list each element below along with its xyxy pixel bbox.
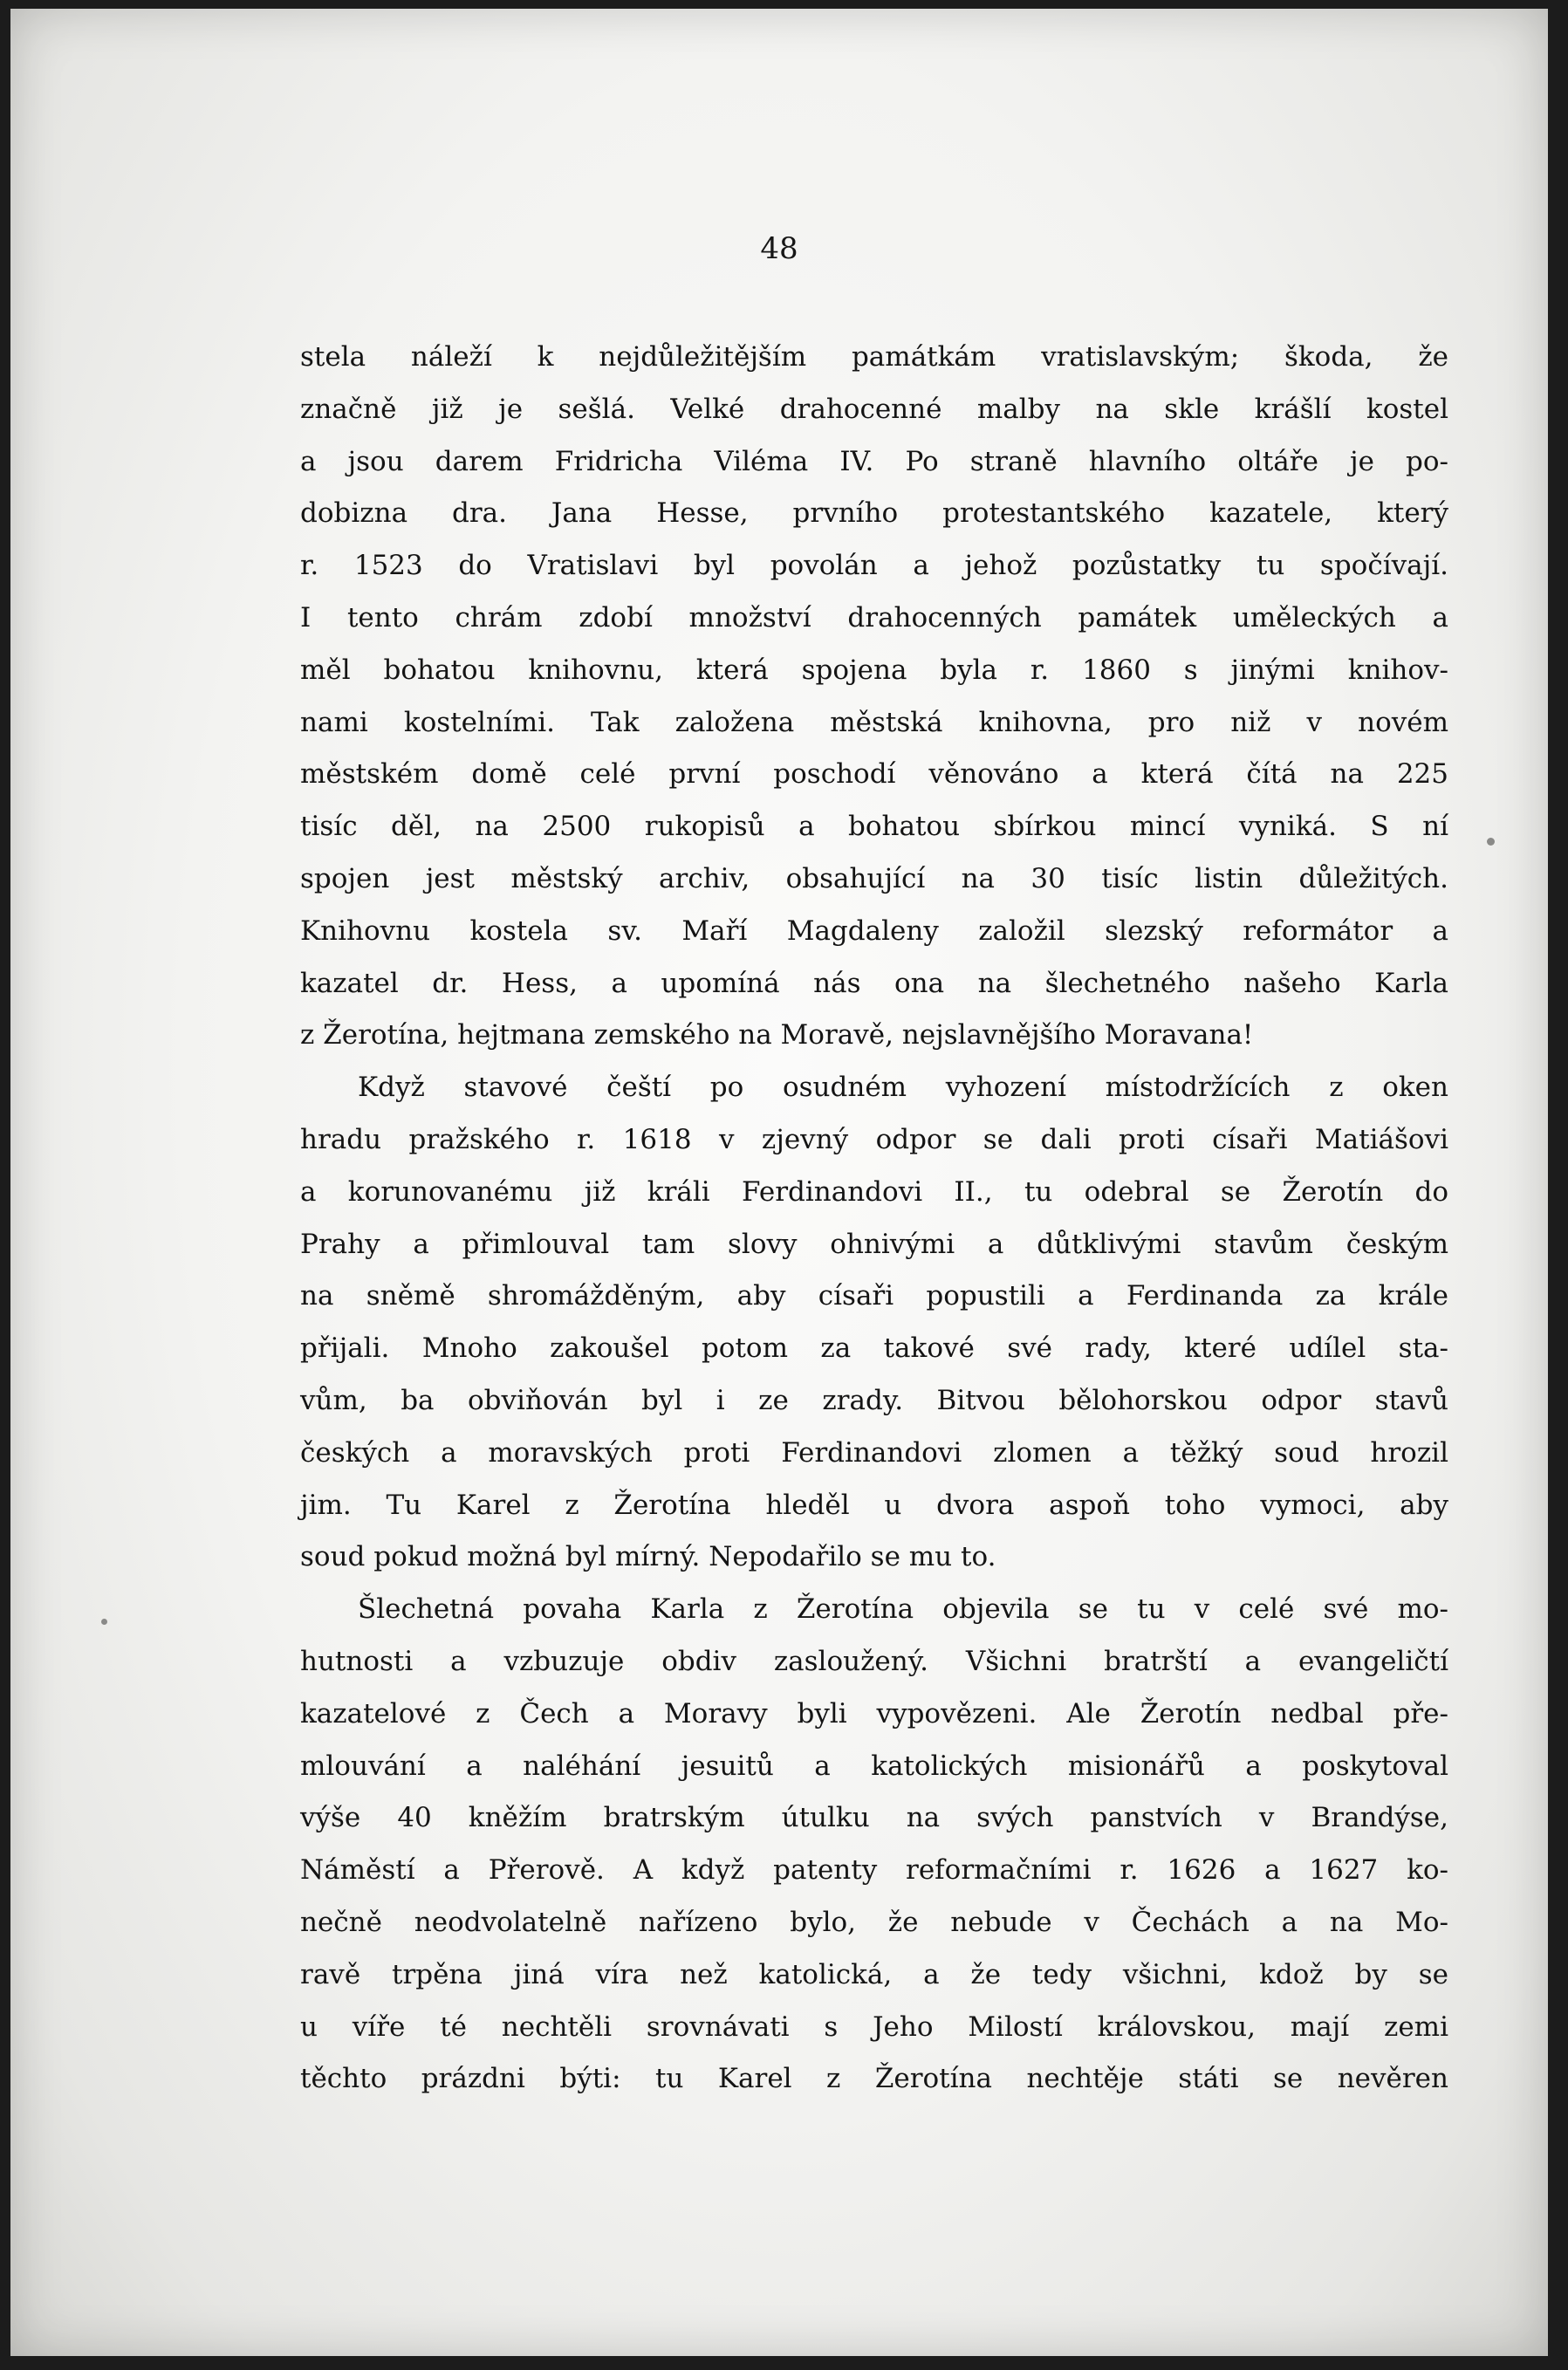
text-line: značně již je sešlá. Velké drahocenné malby na skle krášlí kostel [300,393,1448,425]
text-line: a korunovanému již králi Ferdinandovi II., tu odebral se Žerotín do [300,1175,1448,1208]
text-line: městském domě celé první poschodí věnováno a která čítá na 225 [300,758,1448,791]
text-line: dobizna dra. Jana Hesse, prvního protestantského kazatele, který [300,497,1448,530]
text-line: výše 40 kněžím bratrským útulku na svých panstvích v Brandýse, [300,1802,1448,1834]
text-line: na sněmě shromážděným, aby císaři popustili a Ferdinanda za krále [300,1280,1448,1312]
text-line: I tento chrám zdobí množství drahocenných památek uměleckých a [300,601,1448,634]
text-line: mlouvání a naléhání jesuitů a katolických misionářů a poskytoval [300,1750,1448,1782]
text-line: stela náleží k nejdůležitějším památkám vratislavským; škoda, že [300,341,1448,373]
text-line: Když stavové čeští po osudném vyhození místodržících z oken [358,1072,1448,1104]
text-line: měl bohatou knihovnu, která spojena byla r. 1860 s jinými knihov- [300,654,1448,686]
text-line: přijali. Mnoho zakoušel potom za takové své rady, které udílel sta- [300,1332,1448,1365]
text-line: hradu pražského r. 1618 v zjevný odpor se dali proti císaři Matiášovi [300,1123,1448,1155]
page-number: 48 [760,231,798,266]
text-line: hutnosti a vzbuzuje obdiv zasloužený. Všichni bratrští a evangeličtí [300,1645,1448,1677]
text-line: nami kostelními. Tak založena městská knihovna, pro niž v novém [300,706,1448,738]
body-text [300,332,1448,2106]
text-line: a jsou darem Fridricha Viléma IV. Po straně hlavního oltáře je po- [300,445,1448,477]
text-line: Šlechetná povaha Karla z Žerotína objevila se tu v celé své mo- [358,1593,1448,1626]
text-line: nečně neodvolatelně nařízeno bylo, že nebude v Čechách a na Mo- [300,1906,1448,1938]
book-page [10,9,1548,2356]
text-line: tisíc děl, na 2500 rukopisů a bohatou sbírkou mincí vyniká. S ní [300,811,1448,843]
text-line: r. 1523 do Vratislavi byl povolán a jehož pozůstatky tu spočívají. [300,550,1448,582]
paper-speck [1487,838,1495,846]
text-line: z Žerotína, hejtmana zemského na Moravě, nejslavnějšího Moravana! [300,1019,1254,1051]
text-line: kazatelové z Čech a Moravy byli vypovězeni. Ale Žerotín nedbal pře- [300,1697,1448,1730]
text-line: vům, ba obviňován byl i ze zrady. Bitvou bělohorskou odpor stavů [300,1384,1448,1416]
text-line: kazatel dr. Hess, a upomíná nás ona na šlechetného našeho Karla [300,967,1448,999]
paper-speck [101,1619,107,1625]
text-line: ravě trpěna jiná víra než katolická, a že tedy všichni, kdož by se [300,1958,1448,1990]
text-line: spojen jest městský archiv, obsahující na 30 tisíc listin důležitých. [300,862,1448,894]
text-line: českých a moravských proti Ferdinandovi zlomen a těžký soud hrozil [300,1436,1448,1469]
text-line: u víře té nechtěli srovnávati s Jeho Milostí královskou, mají zemi [300,2010,1448,2043]
text-line: těchto prázdni býti: tu Karel z Žerotína nechtěje státi se nevěren [300,2063,1448,2095]
text-line: Náměstí a Přerově. A když patenty reformačními r. 1626 a 1627 ko- [300,1854,1448,1887]
text-line: Knihovnu kostela sv. Maří Magdaleny založil slezský reformátor a [300,914,1448,947]
text-line: jim. Tu Karel z Žerotína hleděl u dvora aspoň toho vymoci, aby [300,1489,1448,1521]
text-line: Prahy a přimlouval tam slovy ohnivými a důtklivými stavům českým [300,1228,1448,1260]
text-line: soud pokud možná byl mírný. Nepodařilo se mu to. [300,1541,996,1573]
